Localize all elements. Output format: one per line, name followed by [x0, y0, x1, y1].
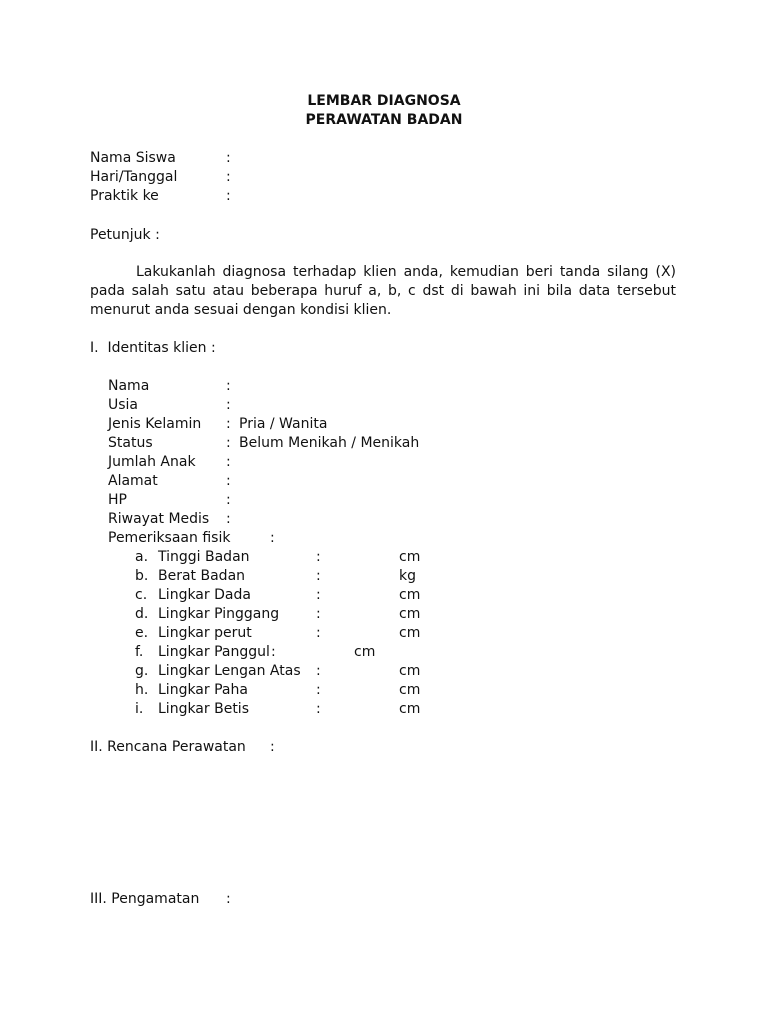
- document-title-line1: LEMBAR DIAGNOSA: [307, 93, 461, 109]
- exam-item-letter: c.: [135, 587, 148, 603]
- exam-item-label: Berat Badan: [158, 568, 246, 584]
- date-colon: :: [226, 169, 231, 185]
- status-label: Status: [108, 435, 153, 451]
- exam-item-letter: g.: [135, 663, 149, 679]
- phone-colon: :: [226, 492, 231, 508]
- physical-exam-colon: :: [270, 530, 275, 546]
- section2-colon: :: [270, 739, 275, 755]
- address-colon: :: [226, 473, 231, 489]
- status-value: Belum Menikah / Menikah: [239, 435, 420, 451]
- exam-item-colon: :: [316, 682, 321, 698]
- instructions-line1: Lakukanlah diagnosa terhadap klien anda, kemudian beri tanda silang (X): [136, 264, 676, 280]
- exam-item-unit: cm: [399, 701, 421, 717]
- exam-item-letter: i.: [135, 701, 144, 717]
- gender-label: Jenis Kelamin: [108, 416, 202, 432]
- exam-item-unit: cm: [354, 644, 376, 660]
- gender-colon: :: [226, 416, 231, 432]
- section2-heading: II. Rencana Perawatan: [90, 739, 246, 755]
- medical-history-colon: :: [226, 511, 231, 527]
- exam-item-unit: cm: [399, 606, 421, 622]
- exam-item-colon: :: [271, 644, 276, 660]
- status-colon: :: [226, 435, 231, 451]
- exam-item-label: Tinggi Badan: [158, 549, 250, 565]
- instructions-line2: pada salah satu atau beberapa huruf a, b, c dst di bawah ini bila data tersebut: [90, 283, 676, 299]
- exam-item-unit: cm: [399, 549, 421, 565]
- exam-item-letter: f.: [135, 644, 144, 660]
- age-label: Usia: [108, 397, 139, 413]
- student-name-label: Nama Siswa: [90, 150, 176, 166]
- exam-item-unit: kg: [399, 568, 416, 584]
- exam-item-letter: d.: [135, 606, 149, 622]
- exam-item-label: Lingkar Paha: [158, 682, 248, 698]
- practice-label: Praktik ke: [90, 188, 159, 204]
- document-title-line2: PERAWATAN BADAN: [305, 112, 463, 128]
- exam-item-letter: a.: [135, 549, 149, 565]
- medical-history-label: Riwayat Medis: [108, 511, 210, 527]
- instructions-paragraph: [90, 263, 676, 320]
- exam-item-unit: cm: [399, 587, 421, 603]
- exam-item-colon: :: [316, 549, 321, 565]
- exam-item-unit: cm: [399, 682, 421, 698]
- client-name-label: Nama: [108, 378, 150, 394]
- exam-item-colon: :: [316, 587, 321, 603]
- exam-item-colon: :: [316, 606, 321, 622]
- exam-item-unit: cm: [399, 625, 421, 641]
- address-label: Alamat: [108, 473, 158, 489]
- exam-item-letter: b.: [135, 568, 149, 584]
- exam-item-label: Lingkar Pinggang: [158, 606, 280, 622]
- student-name-colon: :: [226, 150, 231, 166]
- exam-item-label: Lingkar perut: [158, 625, 252, 641]
- section3-colon: :: [226, 891, 231, 907]
- exam-item-label: Lingkar Lengan Atas: [158, 663, 301, 679]
- exam-item-letter: h.: [135, 682, 149, 698]
- instructions-heading: Petunjuk :: [90, 227, 160, 243]
- age-colon: :: [226, 397, 231, 413]
- exam-item-unit: cm: [399, 663, 421, 679]
- exam-item-label: Lingkar Panggul: [158, 644, 270, 660]
- children-label: Jumlah Anak: [108, 454, 196, 470]
- children-colon: :: [226, 454, 231, 470]
- exam-item-letter: e.: [135, 625, 149, 641]
- gender-value: Pria / Wanita: [239, 416, 328, 432]
- section1-heading: I. Identitas klien :: [90, 340, 216, 356]
- physical-exam-label: Pemeriksaan fisik: [108, 530, 231, 546]
- exam-item-colon: :: [316, 663, 321, 679]
- phone-label: HP: [108, 492, 127, 508]
- practice-colon: :: [226, 188, 231, 204]
- section3-heading: III. Pengamatan: [90, 891, 200, 907]
- client-name-colon: :: [226, 378, 231, 394]
- instructions-line3: menurut anda sesuai dengan kondisi klien.: [90, 302, 392, 318]
- exam-item-label: Lingkar Dada: [158, 587, 251, 603]
- exam-item-colon: :: [316, 625, 321, 641]
- date-label: Hari/Tanggal: [90, 169, 178, 185]
- exam-item-label: Lingkar Betis: [158, 701, 249, 717]
- exam-item-colon: :: [316, 701, 321, 717]
- exam-item-colon: :: [316, 568, 321, 584]
